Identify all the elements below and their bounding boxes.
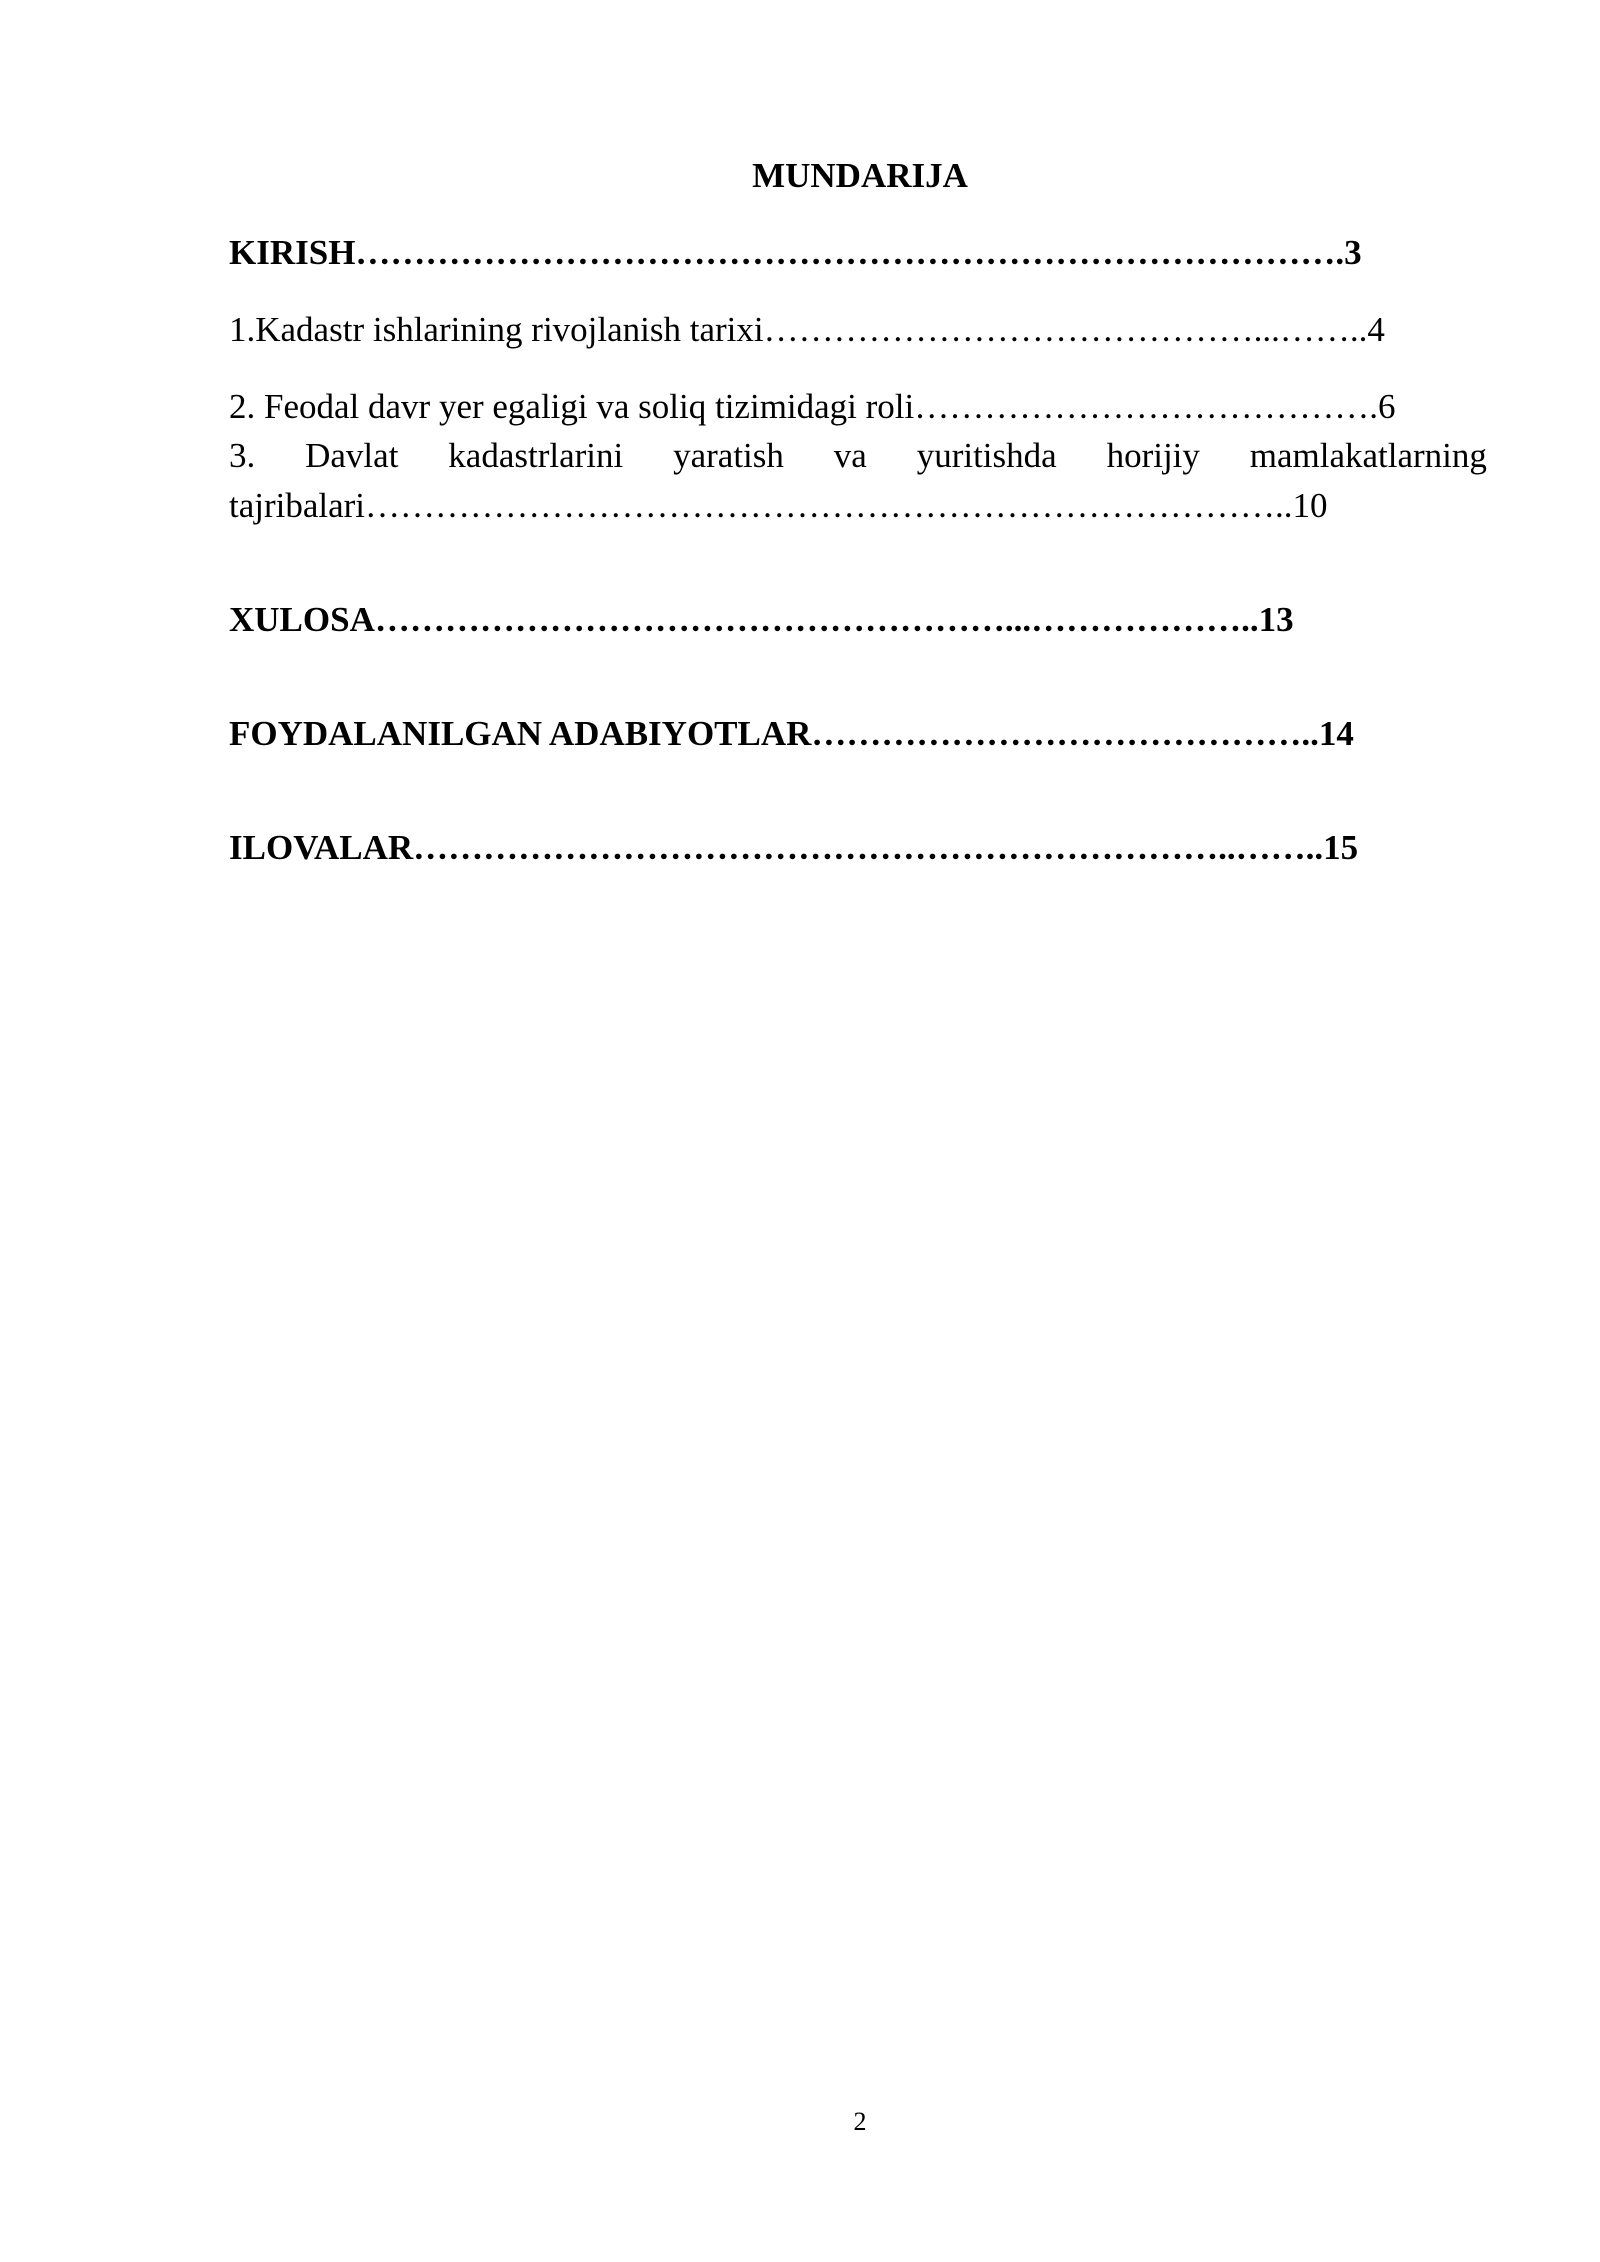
toc-word: yaratish <box>673 436 784 475</box>
toc-word: yuritishda <box>916 436 1057 475</box>
toc-entry-chapter-3-line-2: tajribalari……………………………………………………………………..10 <box>229 486 1328 525</box>
toc-title: MUNDARIJA <box>752 156 968 195</box>
toc-entry-chapter-3-line-1 <box>229 432 1487 480</box>
toc-entry-xulosa: XULOSA………………………………………………...………………..13 <box>229 600 1294 639</box>
toc-word: Davlat <box>305 436 399 475</box>
toc-word: horijiy <box>1106 436 1200 475</box>
toc-entry-kirish: KIRISH………………………………………………………………………….3 <box>229 233 1362 272</box>
toc-entry-chapter-2: 2. Feodal davr yer egaligi va soliq tizimidagi roli………………………………….6 <box>229 387 1396 426</box>
toc-word: 3. <box>229 436 256 475</box>
toc-entry-adabiyotlar: FOYDALANILGAN ADABIYOTLAR……………………………………..14 <box>229 714 1354 753</box>
toc-entry-ilovalar: ILOVALAR……………………………………………………………..……..15 <box>229 828 1359 867</box>
toc-entry-chapter-1: 1.Kadastr ishlarining rivojlanish tarixi……………………………………...……..4 <box>229 310 1385 349</box>
page-number: 2 <box>853 2107 867 2136</box>
toc-word: va <box>833 436 867 475</box>
toc-word: mamlakatlarning <box>1249 436 1487 475</box>
toc-word: kadastrlarini <box>448 436 624 475</box>
